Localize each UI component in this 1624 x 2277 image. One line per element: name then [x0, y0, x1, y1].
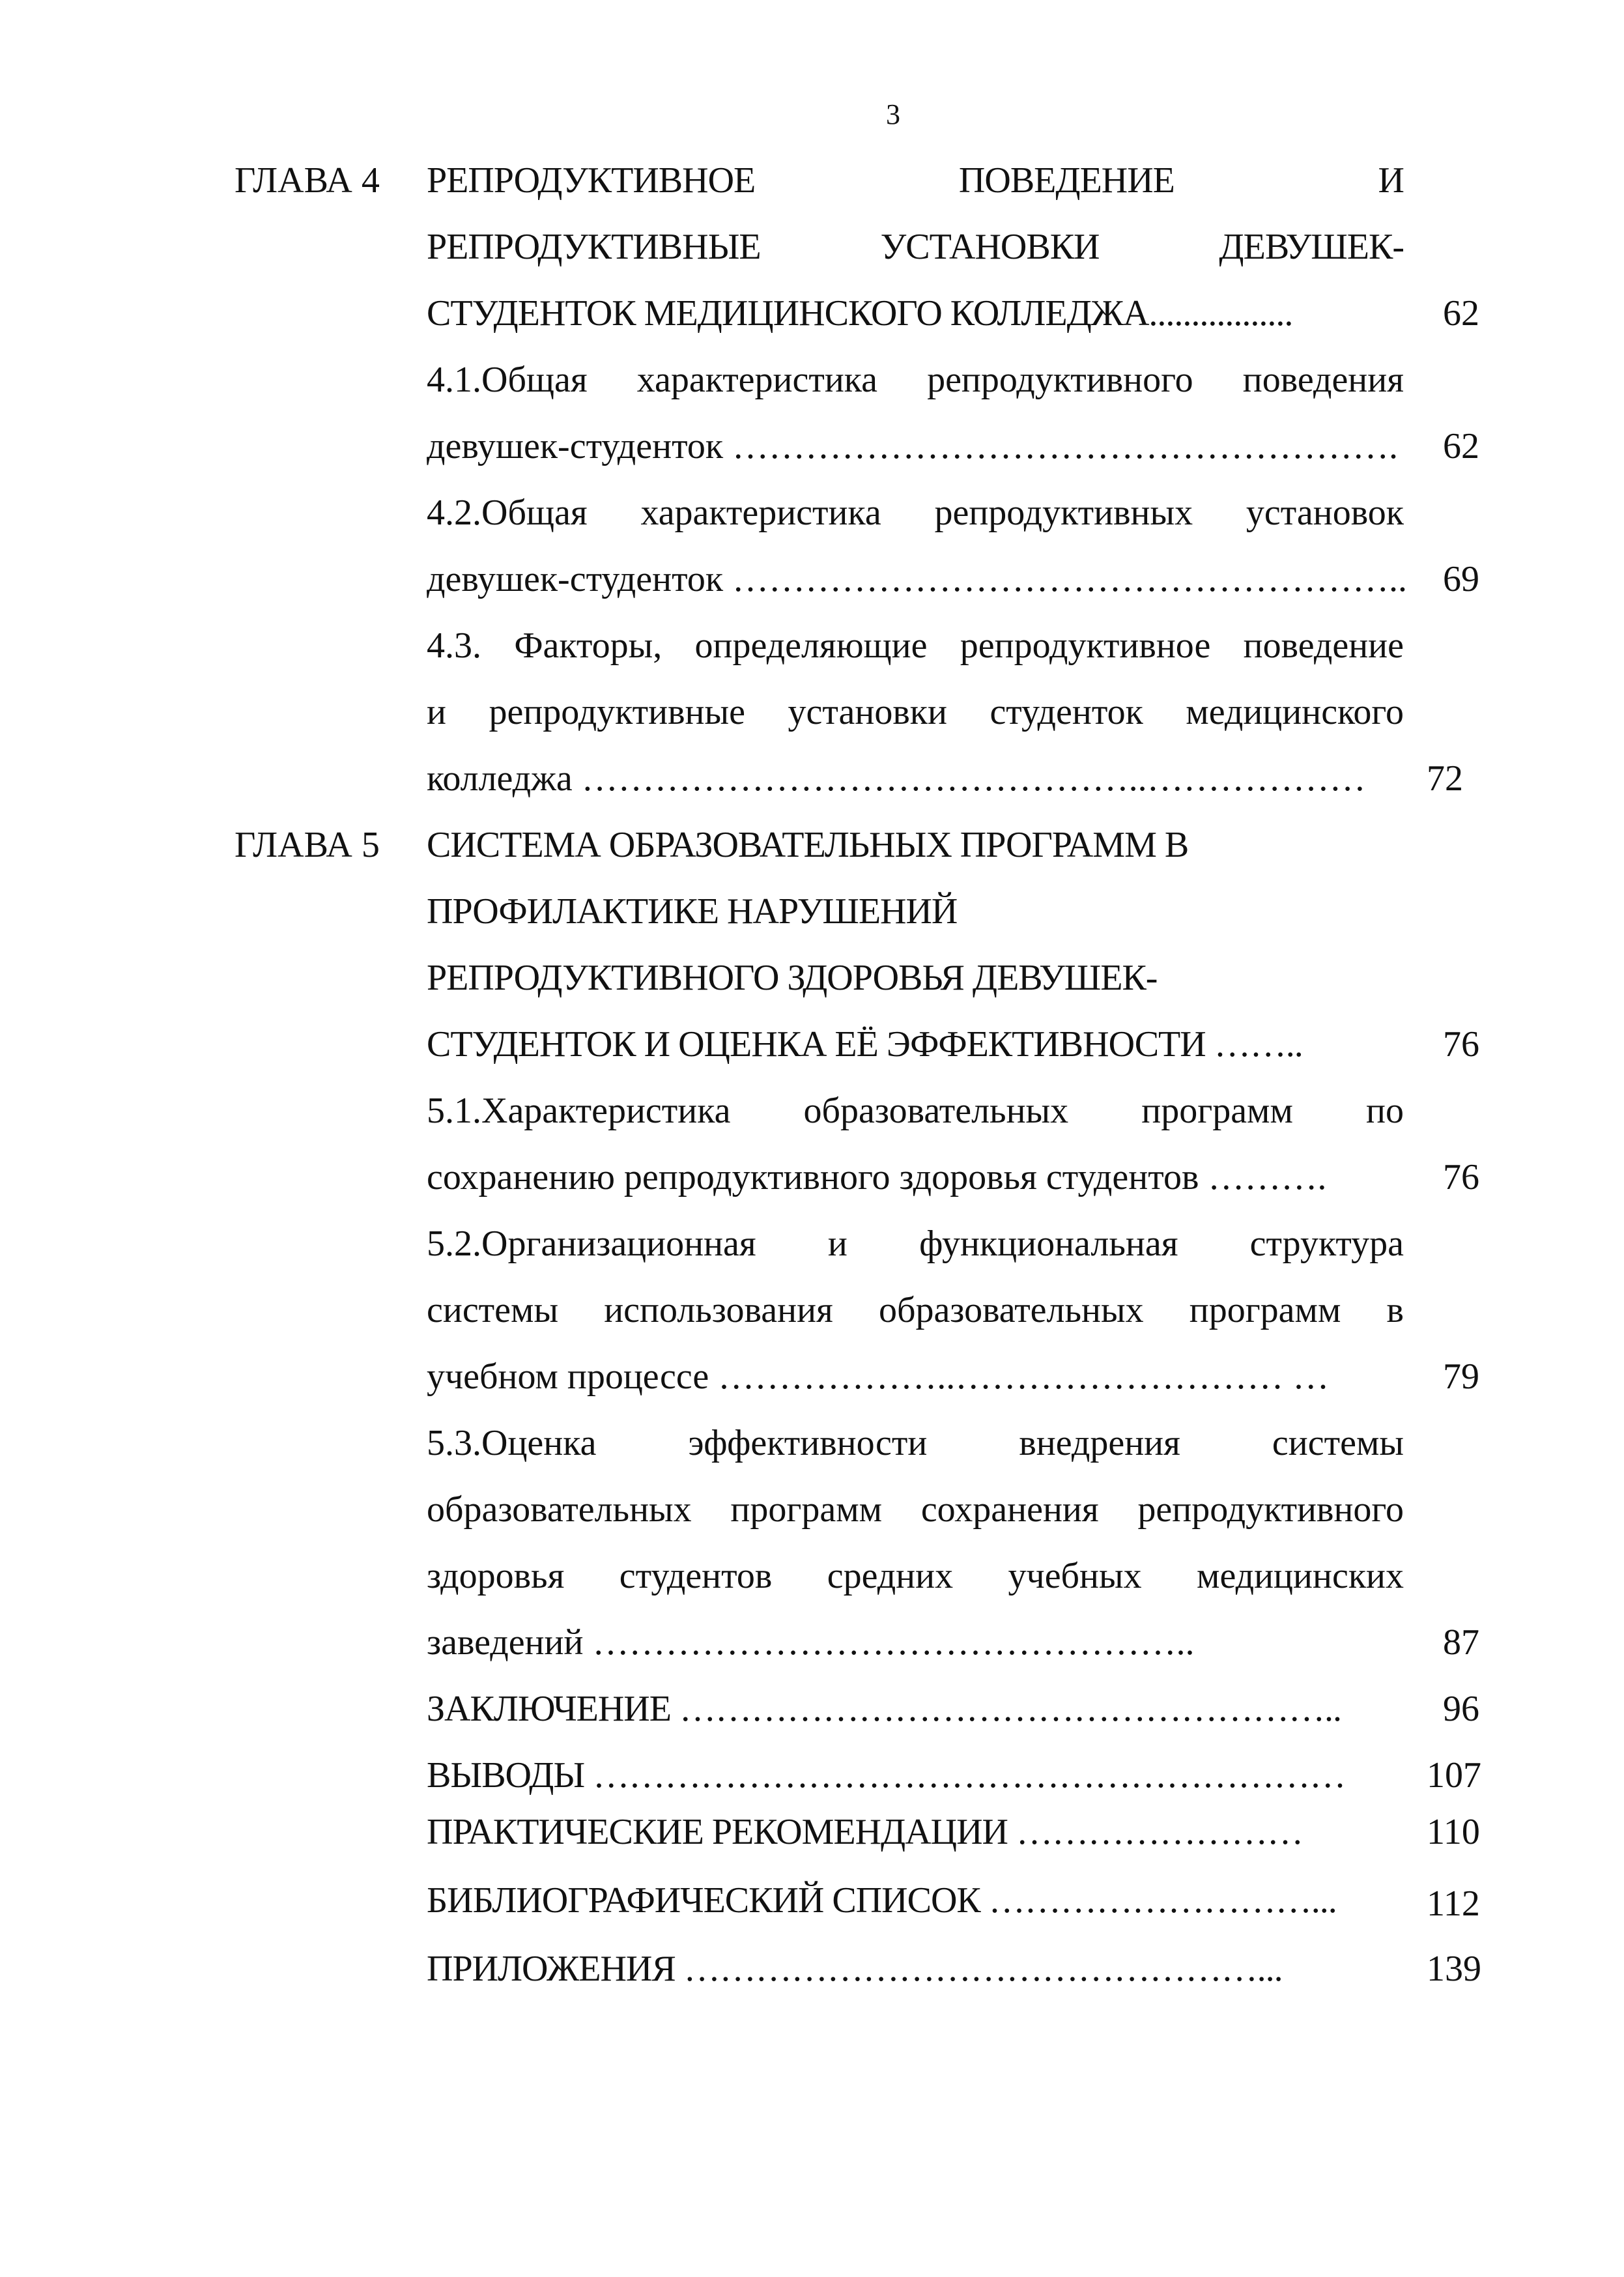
appendices-page: 139 — [1427, 1949, 1481, 1989]
appendices-entry: ПРИЛОЖЕНИЯ …………………………………………... — [427, 1949, 1283, 1989]
bibliography-entry: БИБЛИОГРАФИЧЕСКИЙ СПИСОК ………………………... — [427, 1880, 1337, 1921]
chapter-5-label: ГЛАВА 5 — [235, 825, 380, 865]
chapter-5-title-line-4: СТУДЕНТОК И ОЦЕНКА ЕЁ ЭФФЕКТИВНОСТИ …….. — [427, 1024, 1303, 1065]
section-4-1-page: 62 — [1443, 426, 1479, 466]
section-4-3-line-3: колледжа ………………………………………..……………… — [427, 758, 1366, 799]
section-4-2-line-2: девушек-студенток ……………………………………………….. — [427, 559, 1408, 599]
findings-entry: ВЫВОДЫ ……………………………………………………… — [427, 1755, 1346, 1796]
recommendations-entry: ПРАКТИЧЕСКИЕ РЕКОМЕНДАЦИИ …………………… — [427, 1812, 1303, 1852]
chapter-4-label: ГЛАВА 4 — [235, 160, 380, 201]
chapter-4-title-line-2: РЕПРОДУКТИВНЫЕ УСТАНОВКИ ДЕВУШЕК- — [427, 227, 1404, 267]
section-5-2-line-1: 5.2.Организационная и функциональная структура — [427, 1224, 1404, 1264]
section-5-1-page: 76 — [1443, 1157, 1479, 1197]
recommendations-page: 110 — [1427, 1812, 1480, 1852]
section-5-3-line-1: 5.3.Оценка эффективности внедрения системы — [427, 1423, 1404, 1463]
conclusion-entry: ЗАКЛЮЧЕНИЕ ……………………………………………….. — [427, 1689, 1341, 1729]
chapter-4-title-line-3: СТУДЕНТОК МЕДИЦИНСКОГО КОЛЛЕДЖА................. — [427, 293, 1293, 334]
section-4-2-page: 69 — [1443, 559, 1479, 599]
page-number: 3 — [886, 98, 900, 130]
section-4-2-line-1: 4.2.Общая характеристика репродуктивных установок — [427, 493, 1404, 533]
chapter-5-title-line-2: ПРОФИЛАКТИКЕ НАРУШЕНИЙ — [427, 891, 958, 932]
section-5-3-line-2: образовательных программ сохранения репродуктивного — [427, 1489, 1404, 1530]
section-5-2-page: 79 — [1443, 1356, 1479, 1397]
section-4-3-page: 72 — [1427, 758, 1463, 799]
chapter-5-page: 76 — [1443, 1024, 1479, 1065]
section-5-1-line-1: 5.1.Характеристика образовательных программ по — [427, 1091, 1404, 1131]
section-5-3-line-4: заведений ………………………………………….. — [427, 1622, 1195, 1663]
section-4-1-line-2: девушек-студенток ………………………………………………. — [427, 426, 1399, 466]
section-4-3-line-1: 4.3. Факторы, определяющие репродуктивное поведение — [427, 625, 1404, 666]
section-5-3-line-3: здоровья студентов средних учебных медицинских — [427, 1556, 1404, 1596]
chapter-4-title-line-1: РЕПРОДУКТИВНОЕ ПОВЕДЕНИЕ И — [427, 160, 1404, 201]
bibliography-page: 112 — [1427, 1883, 1480, 1924]
section-5-1-line-2: сохранению репродуктивного здоровья студентов ………. — [427, 1157, 1327, 1197]
chapter-5-title-line-3: РЕПРОДУКТИВНОГО ЗДОРОВЬЯ ДЕВУШЕК- — [427, 958, 1158, 998]
chapter-5-title-line-1: СИСТЕМА ОБРАЗОВАТЕЛЬНЫХ ПРОГРАММ В — [427, 825, 1189, 865]
section-4-3-line-2: и репродуктивные установки студенток медицинского — [427, 692, 1404, 732]
section-4-1-line-1: 4.1.Общая характеристика репродуктивного поведения — [427, 360, 1404, 400]
findings-page: 107 — [1427, 1755, 1481, 1796]
section-5-3-page: 87 — [1443, 1622, 1479, 1663]
chapter-4-page: 62 — [1443, 293, 1479, 334]
section-5-2-line-3: учебном процессе ………………..……………………… … — [427, 1356, 1330, 1397]
conclusion-page: 96 — [1443, 1689, 1479, 1729]
section-5-2-line-2: системы использования образовательных программ в — [427, 1290, 1404, 1330]
